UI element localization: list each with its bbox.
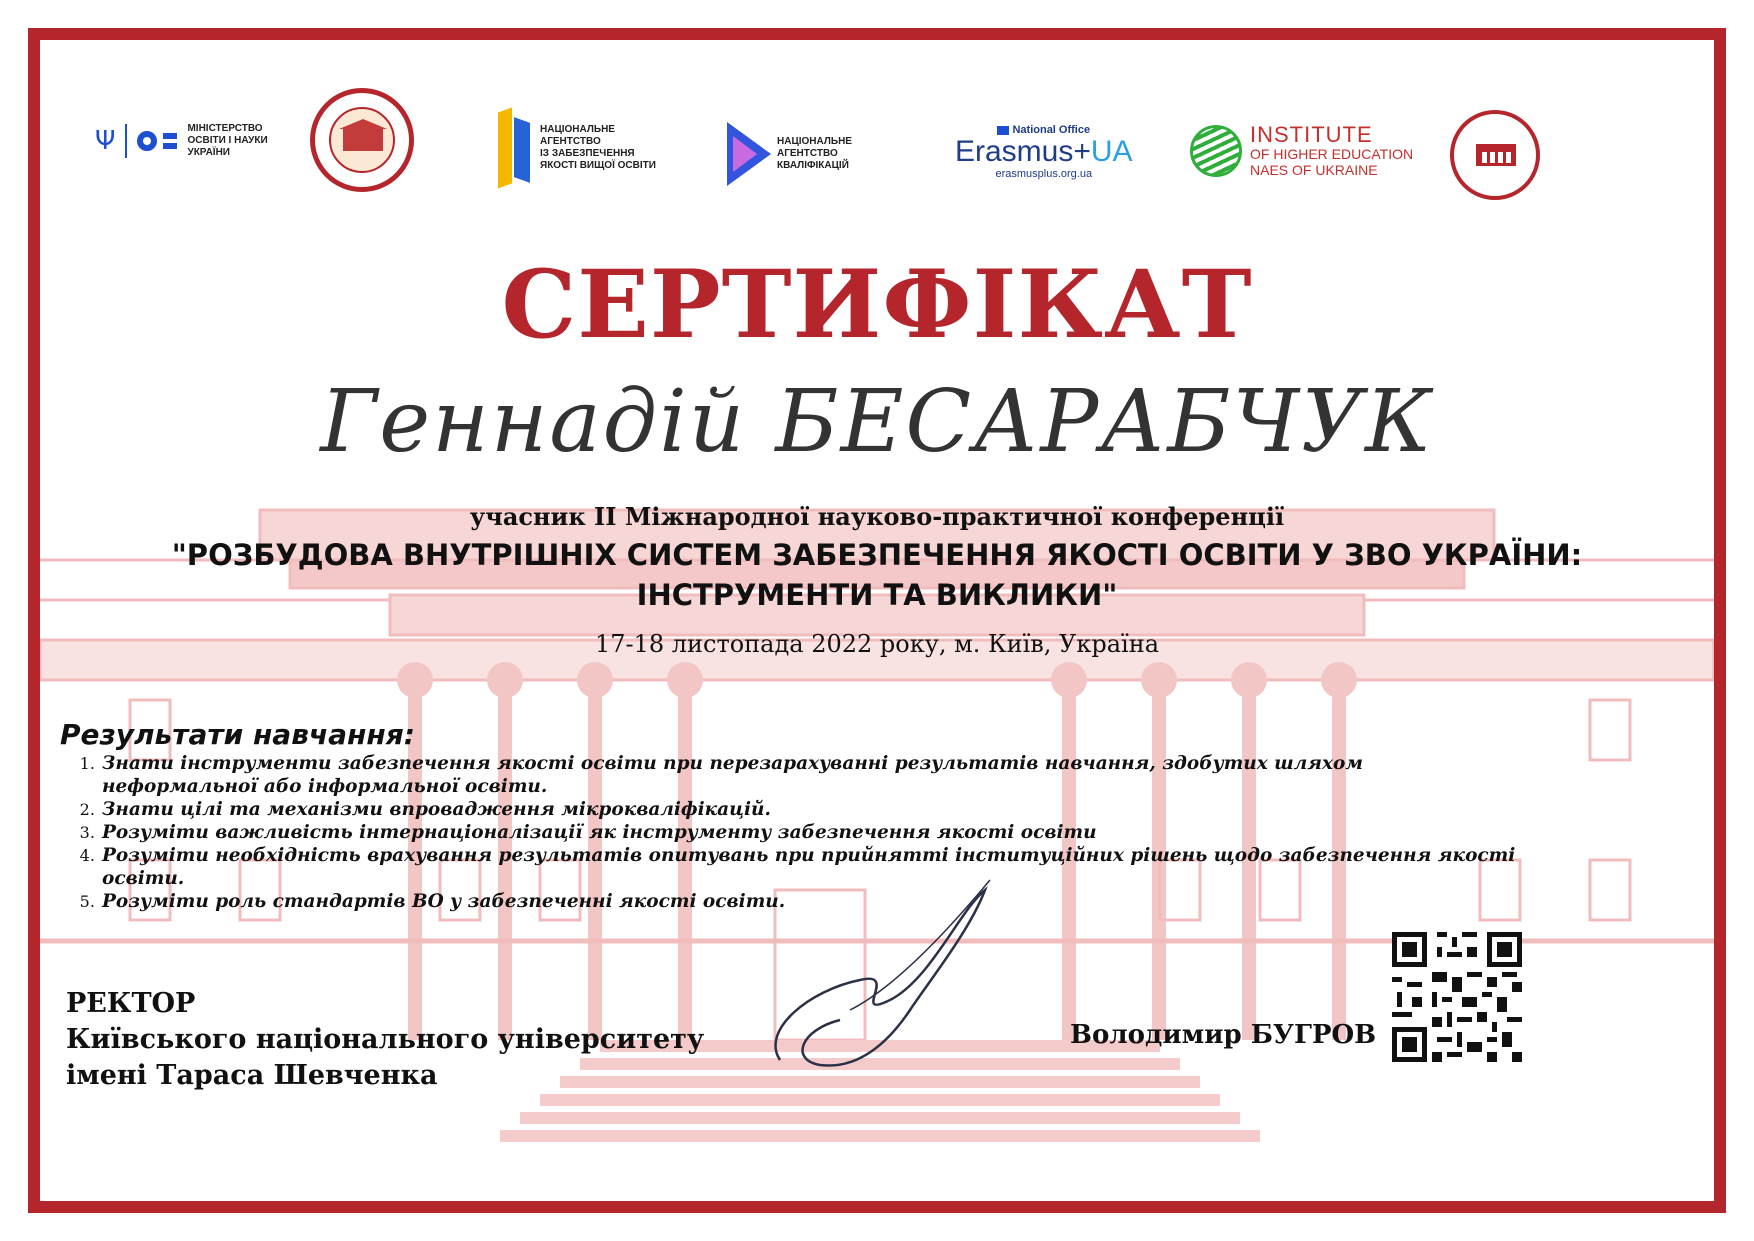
naqa-name: НАЦІОНАЛЬНЕ АГЕНТСТВО ІЗ ЗАБЕЗПЕЧЕННЯ ЯКОСТІ ВИЩОЇ ОСВІТИ	[540, 124, 656, 171]
globe-icon	[1190, 125, 1242, 177]
ministry-name: МІНІСТЕРСТВО ОСВІТИ І НАУКИ УКРАЇНИ	[187, 123, 268, 158]
seal-icon	[310, 88, 414, 192]
ihe-logo	[1190, 124, 1413, 178]
certificate-frame	[28, 28, 1726, 1213]
list-item: 1. Знати інструменти забезпечення якості освіти при перезарахуванні результатів навчання, здобутих шляхом неформальної або інформальної освіти.	[100, 752, 1520, 798]
position-line1: РЕКТОР	[66, 988, 196, 1019]
results-heading: Результати навчання:	[60, 718, 415, 751]
signer-name: Володимир БУГРОВ	[1070, 1020, 1377, 1050]
naqa-mark-icon	[498, 110, 532, 186]
ihe-line1: INSTITUTE	[1250, 122, 1373, 147]
conference-title-line2: ІНСТРУМЕНТИ ТА ВИКЛИКИ"	[636, 578, 1118, 612]
date-place: 17-18 листопада 2022 року, м. Київ, Україна	[594, 630, 1160, 658]
nqa-mark-icon	[727, 122, 771, 186]
position-line3: імені Тараса Шевченка	[66, 1060, 438, 1091]
eu-flag-icon	[997, 126, 1009, 135]
list-item: 2. Знати цілі та механізми впровадження мікрокваліфікацій.	[100, 798, 1520, 821]
divider	[125, 124, 127, 158]
rector-position	[66, 986, 704, 1094]
qr-code-icon	[1392, 932, 1522, 1062]
university-seal-logo	[310, 88, 414, 192]
ihe-line3: NAES OF UKRAINE	[1250, 162, 1378, 178]
nqa-logo	[727, 122, 852, 186]
ministry-logo	[95, 123, 268, 159]
naqa-logo	[498, 110, 656, 186]
ministry-mark-icon	[137, 131, 177, 151]
list-item: 5. Розуміти роль стандартів ВО у забезпеченні якості освіти.	[100, 890, 1520, 913]
list-item: 4. Розуміти необхідність врахування результатів опитувань при прийнятті інституційних рішень щодо забезпечення якості освіти.	[100, 844, 1520, 890]
list-item: 3. Розуміти важливість інтернаціоналізації як інструменту забезпечення якості освіти	[100, 821, 1520, 844]
handwritten-signature	[740, 870, 1020, 1080]
academy-seal-icon	[1450, 110, 1540, 200]
trident-icon: Ψ	[95, 126, 116, 156]
certificate-title: СЕРТИФІКАТ	[501, 250, 1253, 360]
position-line2: Київського національного університету	[66, 1024, 705, 1055]
recipient-name: Геннадій БЕСАРАБЧУК	[320, 372, 1434, 472]
erasmus-name-b: UA	[1090, 135, 1133, 168]
conference-title-line1: "РОЗБУДОВА ВНУТРІШНІХ СИСТЕМ ЗАБЕЗПЕЧЕННЯ ЯКОСТІ ОСВІТИ У ЗВО УКРАЇНИ:	[171, 538, 1583, 572]
nqa-name: НАЦІОНАЛЬНЕ АГЕНТСТВО КВАЛІФІКАЦІЙ	[777, 136, 852, 171]
ihe-line2: OF HIGHER EDUCATION	[1250, 146, 1414, 162]
erasmus-name-a: Erasmus+	[955, 135, 1091, 168]
erasmus-logo	[955, 124, 1133, 180]
academy-seal-logo	[1450, 110, 1540, 200]
partner-logos	[40, 88, 1714, 198]
erasmus-url: erasmusplus.org.ua	[995, 168, 1093, 180]
conference-title	[40, 535, 1714, 615]
participant-intro: учасник ІІ Міжнародної науково-практичної конференції	[469, 502, 1285, 531]
erasmus-office: National Office	[1012, 124, 1091, 136]
